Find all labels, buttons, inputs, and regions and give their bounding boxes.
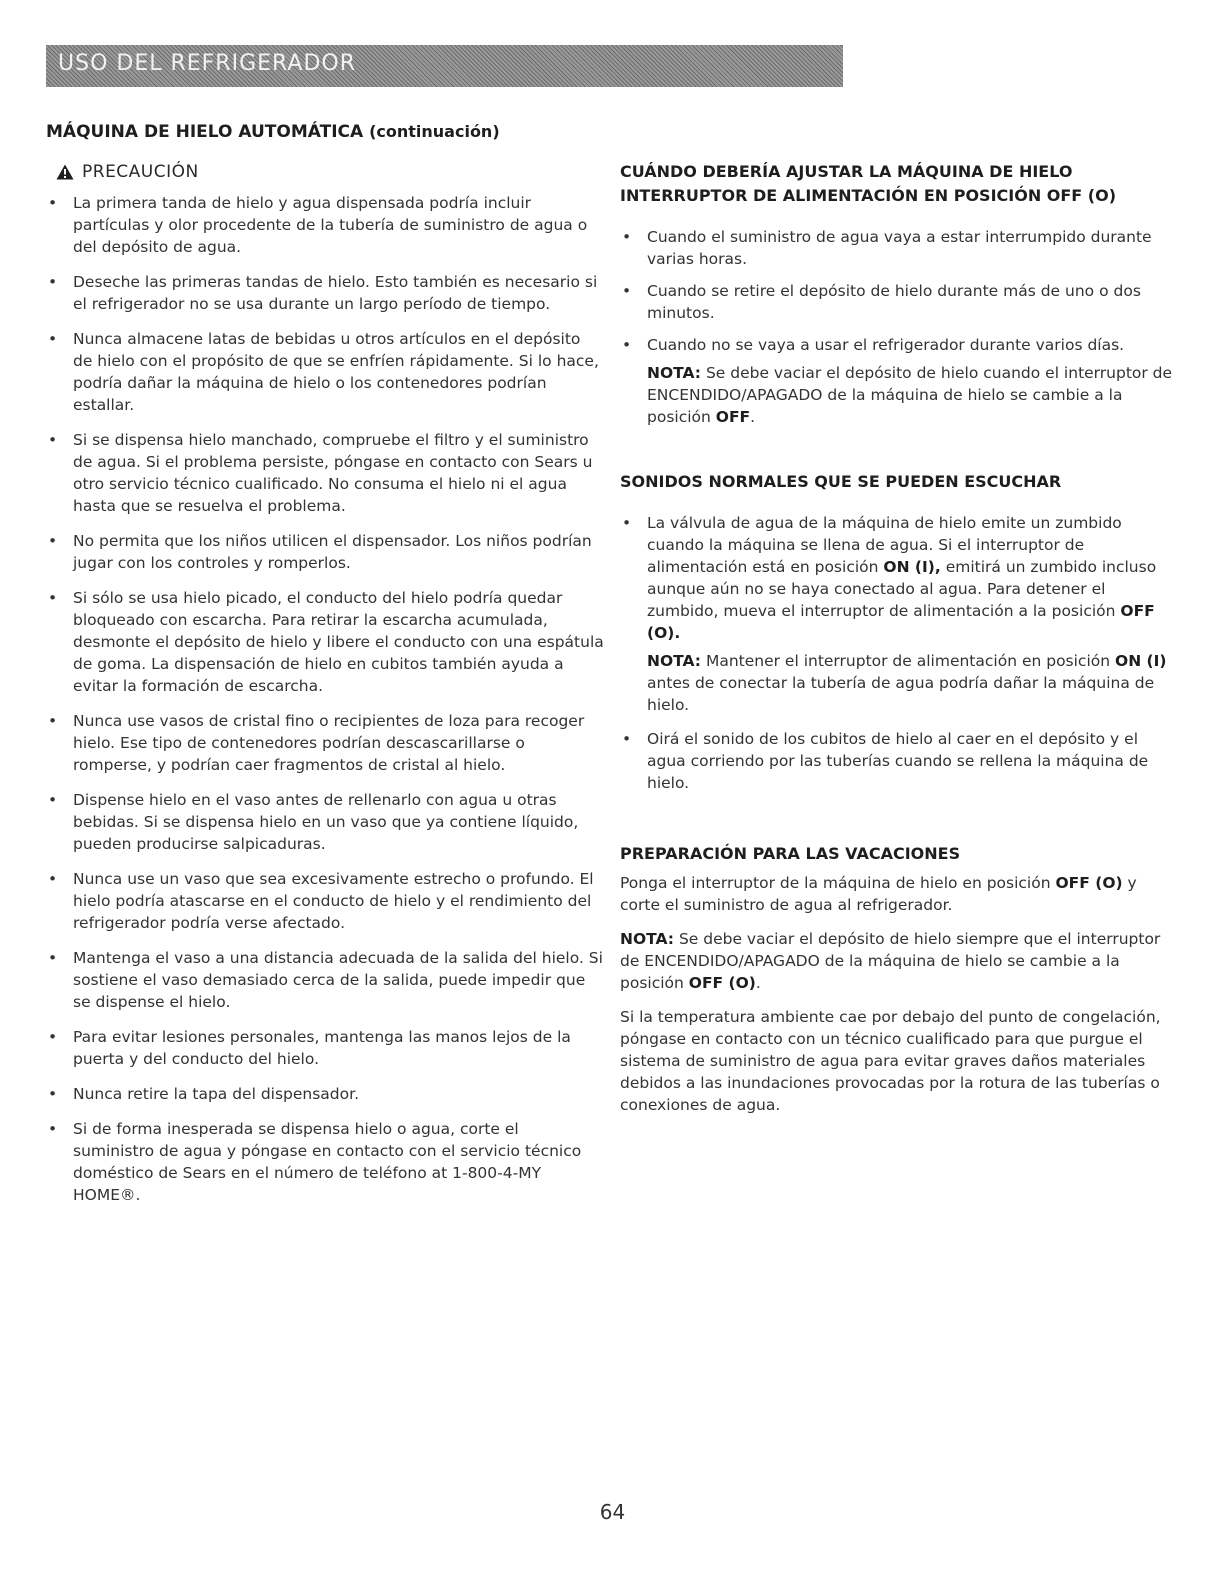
off-position-section [620, 160, 1180, 428]
list-item: • Si de forma inesperada se dispensa hielo o agua, corte el suministro de agua y póngase en contacto con el servicio técnico doméstico de Sears en el número de teléfono at 1-800-4-MY HOME®. [48, 1120, 582, 1204]
list-item: • Deseche las primeras tandas de hielo. Esto también es necesario si el refrigerador no se usa durante un largo período de tiempo. [48, 273, 598, 313]
list-item: • Para evitar lesiones personales, mantenga las manos lejos de la puerta y del conducto del hielo. [48, 1028, 571, 1068]
page-title [46, 122, 604, 142]
right-column [620, 160, 1180, 1128]
list-item: • Nunca use un vaso que sea excesivamente estrecho o profundo. El hielo podría atascarse en el conducto de hielo y el rendimiento del refrigerador podría verse afectado. [48, 870, 594, 932]
title-text: MÁQUINA DE HIELO AUTOMÁTICA [46, 122, 364, 142]
note: NOTA: Se debe vaciar el depósito de hielo cuando el interruptor de ENCENDIDO/APAGADO de la máquina de hielo se cambie a la posición OFF. [647, 364, 1173, 426]
list-item: • No permita que los niños utilicen el dispensador. Los niños podrían jugar con los controles y romperlos. [48, 532, 592, 572]
caution-list [46, 192, 604, 1206]
list-item: • La primera tanda de hielo y agua dispensada podría incluir partículas y olor procedente de la tubería de suministro de agua o del depósito de agua. [48, 194, 588, 256]
section-banner [46, 45, 843, 87]
caution-heading [56, 162, 604, 182]
note: NOTA: Se debe vaciar el depósito de hielo siempre que el interruptor de ENCENDIDO/APAGADO de la máquina de hielo se cambie a la posición OFF (O). [620, 930, 1161, 992]
list-item: • Cuando se retire el depósito de hielo durante más de uno o dos minutos. [622, 282, 1141, 322]
paragraph: Si la temperatura ambiente cae por debajo del punto de congelación, póngase en contacto con un técnico cualificado para que purgue el sistema de suministro de agua para evitar graves daños materiales debidos a las inundaciones provocadas por la rotura de las tuberías o conexiones de agua. [620, 1008, 1161, 1114]
list-item: • Si sólo se usa hielo picado, el conducto del hielo podría quedar bloqueado con escarcha. Para retirar la escarcha acumulada, desmonte el depósito de hielo y libere el conducto con una espátula de goma. La dispensación de hielo en cubitos también ayuda a evitar la formación de escarcha. [48, 589, 604, 695]
list-item: • Cuando no se vaya a usar el refrigerador durante varios días. [622, 336, 1125, 354]
sounds-list-2 [620, 728, 1180, 794]
title-continuation: (continuación) [369, 122, 500, 141]
list-item: • Mantenga el vaso a una distancia adecuada de la salida del hielo. Si sostiene el vaso demasiado cerca de la salida, puede impedir que se dispense el hielo. [48, 949, 603, 1011]
sounds-list [620, 512, 1180, 644]
list-item: • Si se dispensa hielo manchado, compruebe el filtro y el suministro de agua. Si el problema persiste, póngase en contacto con Sears u otro servicio técnico cualificado. No consuma el hielo ni el agua hasta que se resuelva el problema. [48, 431, 593, 515]
banner-title: USO DEL REFRIGERADOR [58, 51, 357, 76]
list-item: • Nunca retire la tapa del dispensador. [48, 1085, 360, 1103]
list-item: • Nunca almacene latas de bebidas u otros artículos en el depósito de hielo con el propósito de que se enfríen rápidamente. Si lo hace, podría dañar la máquina de hielo o los contenedores podrían estallar. [48, 330, 599, 414]
list-item: • Cuando el suministro de agua vaya a estar interrumpido durante varias horas. [622, 228, 1152, 268]
paragraph: Ponga el interruptor de la máquina de hielo en posición OFF (O) y corte el suministro de agua al refrigerador. [620, 874, 1137, 914]
caution-label: PRECAUCIÓN [82, 162, 199, 182]
list-item: • Nunca use vasos de cristal fino o recipientes de loza para recoger hielo. Ese tipo de contenedores podrían descascarillarse o romperse, y podrían caer fragmentos de cristal al hielo. [48, 712, 585, 774]
page-number: 64 [599, 1500, 626, 1524]
left-column [46, 122, 604, 1219]
vacation-section [620, 842, 1180, 1116]
sounds-section [620, 470, 1180, 794]
off-position-list [620, 226, 1180, 356]
list-item: • Oirá el sonido de los cubitos de hielo al caer en el depósito y el agua corriendo por las tuberías cuando se rellena la máquina de hielo. [622, 730, 1149, 792]
section-heading: CUÁNDO DEBERÍA AJUSTAR LA MÁQUINA DE HIELO INTERRUPTOR DE ALIMENTACIÓN EN POSICIÓN OFF (O) [620, 162, 1117, 205]
list-item: • Dispense hielo en el vaso antes de rellenarlo con agua u otras bebidas. Si se dispensa hielo en un vaso que ya contiene líquido, pueden producirse salpicaduras. [48, 791, 579, 853]
section-heading: SONIDOS NORMALES QUE SE PUEDEN ESCUCHAR [620, 472, 1062, 491]
warning-icon [56, 164, 74, 180]
list-item: • La válvula de agua de la máquina de hielo emite un zumbido cuando la máquina se llena de agua. Si el interruptor de alimentación está en posición ON (I), emitirá un zumbido incluso aunque aún no se haya conectado al agua. Para detener el zumbido, mueva el interruptor de alimentación a la posición OFF (O). [622, 514, 1157, 642]
note: NOTA: Mantener el interruptor de alimentación en posición ON (I) antes de conectar la tubería de agua podría dañar la máquina de hielo. [647, 652, 1167, 714]
section-heading: PREPARACIÓN PARA LAS VACACIONES [620, 844, 961, 863]
